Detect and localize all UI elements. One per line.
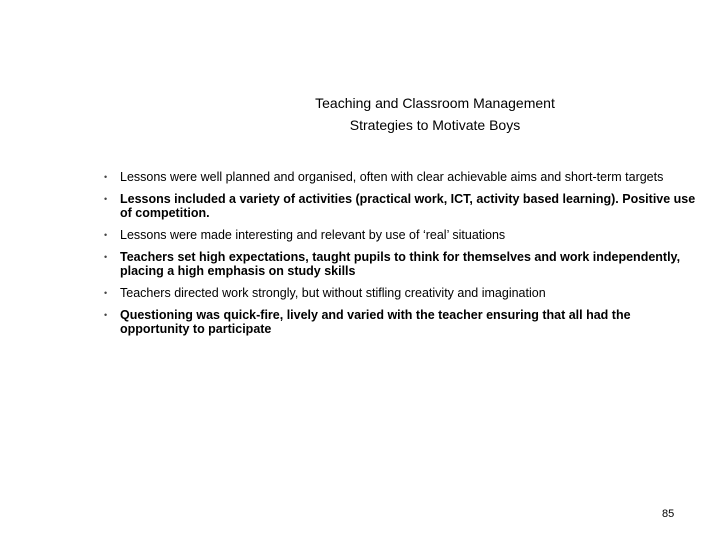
title-line-2: Strategies to Motivate Boys	[349, 117, 521, 133]
bullet-icon: •	[104, 252, 108, 262]
page-number: 85	[662, 508, 675, 520]
list-item-text: Teachers set high expectations, taught pupils to think for themselves and work independently, placing a high emphasis on study skills	[120, 250, 681, 278]
list-item	[100, 228, 700, 242]
list-item-text: Lessons were made interesting and relevant by use of ‘real’ situations	[120, 228, 506, 242]
list-item	[100, 250, 700, 278]
list-item	[100, 170, 700, 184]
title-line-1: Teaching and Classroom Management	[315, 95, 555, 111]
list-item-text: Questioning was quick-fire, lively and varied with the teacher ensuring that all had the opportunity to participate	[120, 308, 631, 336]
bullet-list	[100, 170, 700, 344]
list-item-text: Teachers directed work strongly, but without stifling creativity and imagination	[120, 286, 546, 300]
list-item	[100, 286, 700, 300]
slide-title	[230, 92, 640, 136]
bullet-icon: •	[104, 172, 108, 182]
list-item-text: Lessons included a variety of activities (practical work, ICT, activity based learning). Positive use of competition.	[120, 192, 696, 220]
list-item	[100, 192, 700, 220]
list-item	[100, 308, 700, 336]
bullet-icon: •	[104, 310, 108, 320]
list-item-text: Lessons were well planned and organised, often with clear achievable aims and short-term targets	[120, 170, 664, 184]
bullet-icon: •	[104, 194, 108, 204]
bullet-icon: •	[104, 230, 108, 240]
bullet-icon: •	[104, 288, 108, 298]
